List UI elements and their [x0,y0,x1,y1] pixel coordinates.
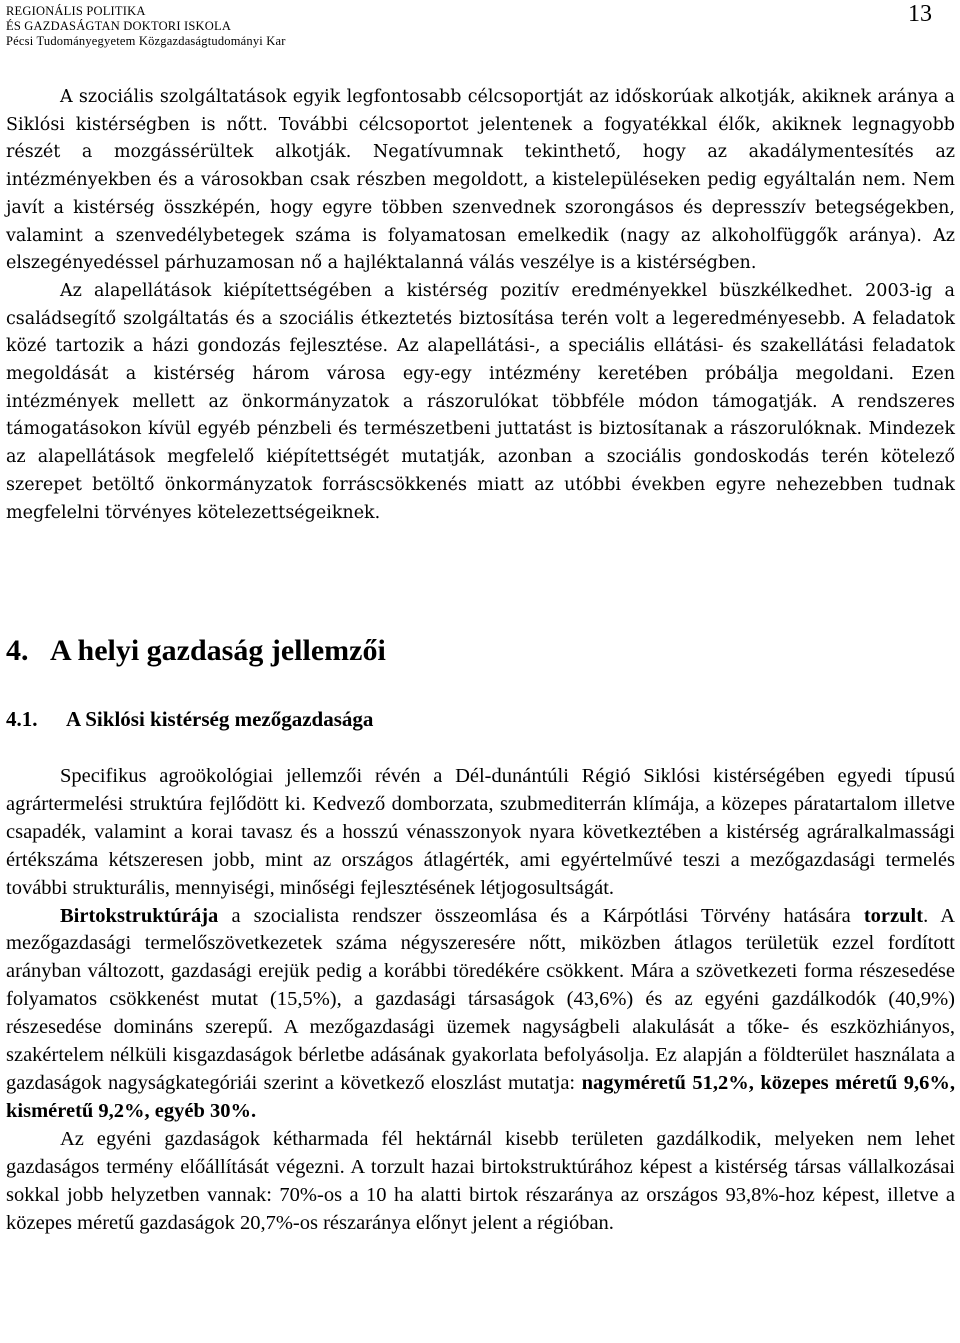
paragraph: Az egyéni gazdaságok kétharmada fél hektárnál kisebb területen gazdálkodik, melyeken nem lehet gazdaságos termény előállítását végezni. A torzult hazai birtokstruktúrához képest a kistérség társas vállalkozásai sokkal jobb helyzetben vannak: 70%-os a 10 ha alatti birtok részaránya az országos 93,8%-hoz képest, illetve a közepes méretű gazdaságok 20,7%-os részaránya előnyt jelent a régióban. [6,1127,955,1234]
header-line-2: ÉS GAZDASÁGTAN DOKTORI ISKOLA [6,19,232,33]
header-line-3: Pécsi Tudományegyetem Közgazdaságtudományi Kar [6,34,286,48]
chapter-title: A helyi gazdaság jellemzői [50,634,386,667]
chapter-number: 4. [6,634,29,667]
paragraph: Az alapellátások kiépítettségében a kistérség pozitív eredményekkel büszkélkedhet. 2003-ig a családsegítő szolgáltatás és a szociális étkeztetés biztosítása terén volt a legeredményesebb. A feladatok közé tartozik a házi gondozás fejlesztése. Az alapellátási-, a speciális ellátási- és szakellátási feladatok megoldását a kistérség három városa egy-egy intézmény keretében próbálja megoldani. Ezen intézmények mellett az önkormányzatok a rászorulókat többféle módon támogatják. A rendszeres támogatásokon kívül egyéb pénzbeli és természetbeni juttatást is biztosítanak a rászorulóknak. Mindezek az alapellátások megfelelő kiépítettségét mutatják, azonban a szociális gondoskodás terén kötelező szerepet betöltő önkormányzatok forráscsökkenés miatt az utóbbi években egyre nehezebben tudnak megfelelni törvényes kötelezettségeiknek. [6,280,955,523]
bold-term: torzult [863,904,924,927]
page-number: 13 [908,1,932,27]
section-title: A Siklósi kistérség mezőgazdasága [66,707,374,731]
paragraph: A szociális szolgáltatások egyik legfontosabb célcsoportját az időskorúak alkotják, akiknek aránya a Siklósi kistérségben is nőtt. További célcsoportot jelentenek a fogyatékkal élők, akiknek legnagyobb részét a mozgássérültek alkotják. Negatívumnak tekinthető, hogy az akadálymentesítés az intézményekben és a városokban csak részben megoldott, a kistelepüléseken pedig egyáltalán nem. Nem javít a kistérség összképén, hogy egyre többen szenvednek szorongásos és depresszív betegségekben, valamint a szenvedélybetegek száma is folyamatosan emelkedik (nagy az alkoholfüggők aránya). Az elszegényedéssel párhuzamosan nő a hajléktalanná válás veszélye is a kistérségben. [6,87,955,274]
section-social-services [6,84,955,527]
section-agriculture [6,763,955,1237]
text-run: a szocialista rendszer összeomlása és a Kárpótlási Törvény hatására [218,904,864,927]
header-line-1: REGIONÁLIS POLITIKA [6,4,146,18]
paragraph: Specifikus agroökológiai jellemzői révén a Dél-dunántúli Régió Siklósi kistérségében egyedi típusú agrártermelési struktúra fejlődött ki. Kedvező domborzata, szubmediterrán klímája, a közepes páratartalom illetve csapadék, valamint a korai tavasz és a hosszú vénasszonyok nyara következtében a kistérség agráralkalmassági értékszáma kétszeresen jobb, mint az országos átlagérték, ami egyértelművé teszi a mezőgazdasági termelés további strukturális, mennyiségi, minőségi fejlesztésének létjogosultságát. [6,765,955,899]
bold-term: Birtokstruktúrája [60,904,219,927]
text-run: . A mezőgazdasági termelőszövetkezetek száma négyszeresére nőtt, miközben átlagos területük ezzel fordított arányban változott, gazdasági erejük pedig a korábbi töredékére csökkent. Mára a szövetkezeti forma részesedése folyamatos csökkenést mutat (15,5%), a gazdasági társaságok (43,6%) és az egyéni gazdálkodók (40,9%) részesedése domináns szerepű. A mezőgazdasági üzemek nagyságbeli alakulását a tőke- és eszközhiányos, szakértelem nélküli kisgazdaságok bérletbe adásának gyakorlata befolyásolja. Ez alapján a földterület használata a gazdaságok nagyságkategóriái szerint a következő eloszlást mutatja: [6,904,955,1094]
section-heading [6,707,373,732]
running-header [6,4,286,49]
chapter-heading [6,634,386,668]
bold-statistic: nagyméretű 51,2%, közepes méretű 9,6%, kisméretű 9,2%, egyéb 30%. [6,1071,955,1122]
section-number: 4.1. [6,707,38,731]
paragraph [6,903,955,1126]
